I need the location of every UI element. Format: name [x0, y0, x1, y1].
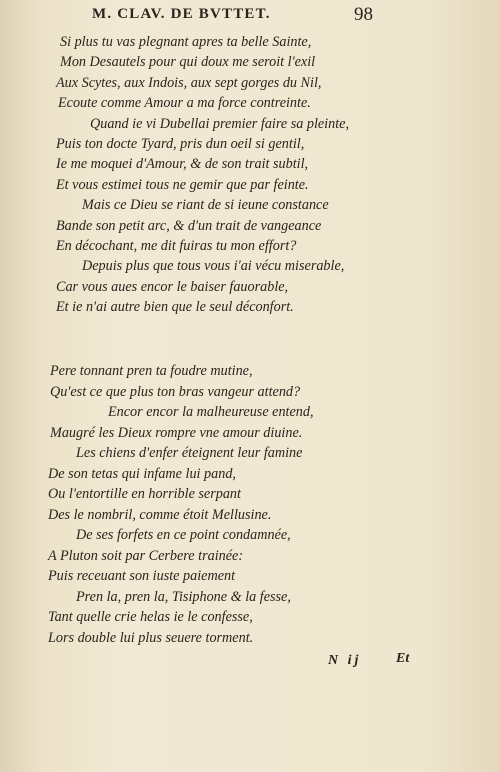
verse-line: Tant quelle crie helas ie le confesse, — [48, 609, 253, 625]
verse-line: Ie me moquei d'Amour, & de son trait subtil, — [56, 156, 309, 173]
signature-mark: N ij — [328, 653, 362, 668]
verse-line: Maugré les Dieux rompre vne amour diuine. — [50, 424, 303, 441]
verse-line: De son tetas qui infame lui pand, — [48, 465, 236, 482]
page-number: 98 — [354, 4, 373, 25]
verse-line: Ou l'entortille en horrible serpant — [48, 486, 241, 502]
page-header — [92, 4, 472, 26]
verse-line: Pren la, pren la, Tisiphone & la fesse, — [76, 588, 291, 605]
page-footer — [328, 651, 428, 671]
verse-line: Encor encor la malheureuse entend, — [108, 404, 314, 420]
catchword: Et — [396, 651, 410, 666]
verse-line: Qu'est ce que plus ton bras vangeur attend? — [50, 383, 301, 400]
running-head: M. CLAV. DE BVTTET. — [92, 6, 271, 22]
verse-line: Ecoute comme Amour a ma force contreinte. — [58, 95, 311, 112]
verse-line: Et vous estimei tous ne gemir que par feinte. — [56, 176, 309, 193]
verse-line: Pere tonnant pren ta foudre mutine, — [50, 363, 253, 379]
verse-line: Car vous aues encor le baiser fauorable, — [56, 278, 289, 295]
verse-line: Les chiens d'enfer éteignent leur famine — [76, 445, 303, 461]
verse-line: De ses forfets en ce point condamnée, — [76, 527, 291, 543]
verse-line: Bande son petit arc, & d'un trait de vangeance — [56, 217, 322, 234]
verse-line: Quand ie vi Dubellai premier faire sa pleinte, — [90, 115, 350, 132]
verse-line: Des le nombril, comme étoit Mellusine. — [48, 506, 272, 523]
verse-line: En décochant, me dit fuiras tu mon effort? — [56, 237, 297, 254]
sonnet-stanza — [0, 32, 500, 317]
verse-line: Mais ce Dieu se riant de si ieune constance — [82, 197, 329, 214]
verse-line: A Pluton soit par Cerbere trainée: — [48, 547, 244, 564]
verse-line: Et ie n'ai autre bien que le seul déconfort. — [56, 299, 294, 316]
verse-line: Depuis plus que tous vous i'ai vécu miserable, — [82, 258, 345, 275]
verse-line: Puis receuant son iuste paiement — [48, 568, 236, 584]
verse-line: Lors double lui plus seuere torment. — [48, 629, 254, 646]
verse-line: Si plus tu vas plegnant apres ta belle Sainte, — [60, 34, 312, 50]
verse-line: Aux Scytes, aux Indois, aux sept gorges du Nil, — [56, 74, 322, 91]
verse-line: Puis ton docte Tyard, pris dun oeil si gentil, — [56, 135, 305, 152]
verse-line: Mon Desautels pour qui doux me seroit l'exil — [60, 54, 316, 71]
ode-stanza — [0, 361, 500, 648]
